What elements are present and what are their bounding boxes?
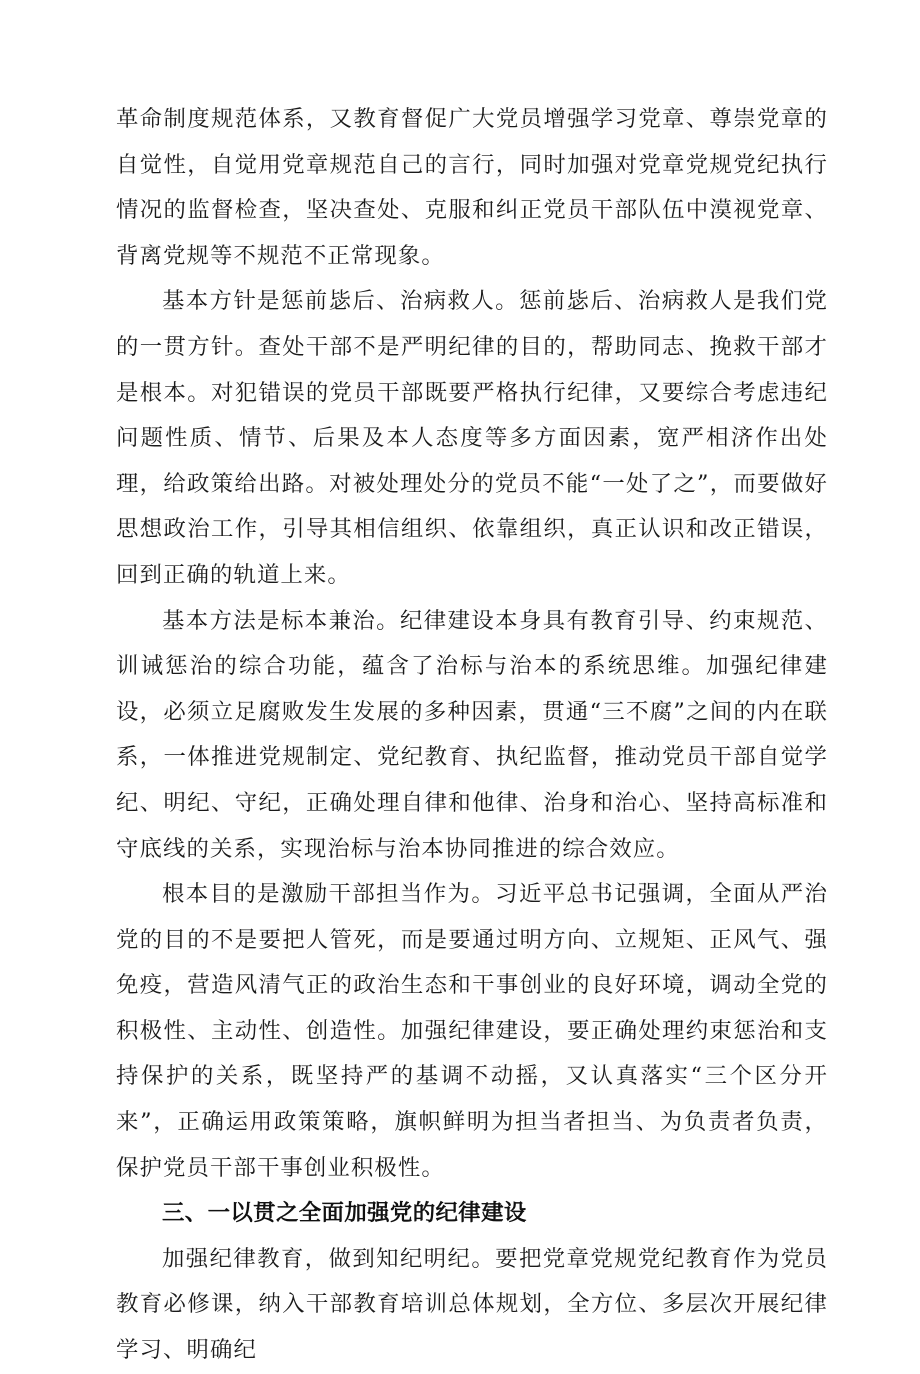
- paragraph-continuation: 革命制度规范体系，又教育督促广大党员增强学习党章、尊崇党章的自觉性，自觉用党章规范自己的言行，同时加强对党章党规党纪执行情况的监督检查，坚决查处、克服和纠正党员干部队伍中漠视党章、背离党规等不规范不正常现象。: [116, 106, 828, 269]
- paragraph-basic-policy: 基本方针是惩前毖后、治病救人。惩前毖后、治病救人是我们党的一贯方针。查处干部不是严明纪律的目的，帮助同志、挽救干部才是根本。对犯错误的党员干部既要严格执行纪律，又要综合考虑违纪问题性质、情节、后果及本人态度等多方面因素，宽严相济作出处理，给政策给出路。对被处理处分的党员不能“一处了之”，而要做好思想政治工作，引导其相信组织、依靠组织，真正认识和改正错误，回到正确的轨道上来。: [116, 288, 828, 588]
- paragraph-basic-method: 基本方法是标本兼治。纪律建设本身具有教育引导、约束规范、训诫惩治的综合功能，蕴含了治标与治本的系统思维。加强纪律建设，必须立足腐败发生发展的多种因素，贯通“三不腐”之间的内在联系，一体推进党规制定、党纪教育、执纪监督，推动党员干部自觉学纪、明纪、守纪，正确处理自律和他律、治身和治心、坚持高标准和守底线的关系，实现治标与治本协同推进的综合效应。: [116, 607, 828, 862]
- paragraph-fundamental-purpose: 根本目的是激励干部担当作为。习近平总书记强调，全面从严治党的目的不是要把人管死，而是要通过明方向、立规矩、正风气、强免疫，营造风清气正的政治生态和干事创业的良好环境，调动全党的积极性、主动性、创造性。加强纪律建设，要正确处理约束惩治和支持保护的关系，既坚持严的基调不动摇，又认真落实“三个区分开来”，正确运用政策策略，旗帜鲜明为担当者担当、为负责者负责，保护党员干部干事创业积极性。: [116, 881, 828, 1181]
- paragraph-discipline-education: 加强纪律教育，做到知纪明纪。要把党章党规党纪教育作为党员教育必修课，纳入干部教育培训总体规划，全方位、多层次开展纪律学习、明确纪: [116, 1245, 828, 1364]
- document-body: [116, 97, 828, 1374]
- section-heading: 三、一以贯之全面加强党的纪律建设: [162, 1200, 527, 1227]
